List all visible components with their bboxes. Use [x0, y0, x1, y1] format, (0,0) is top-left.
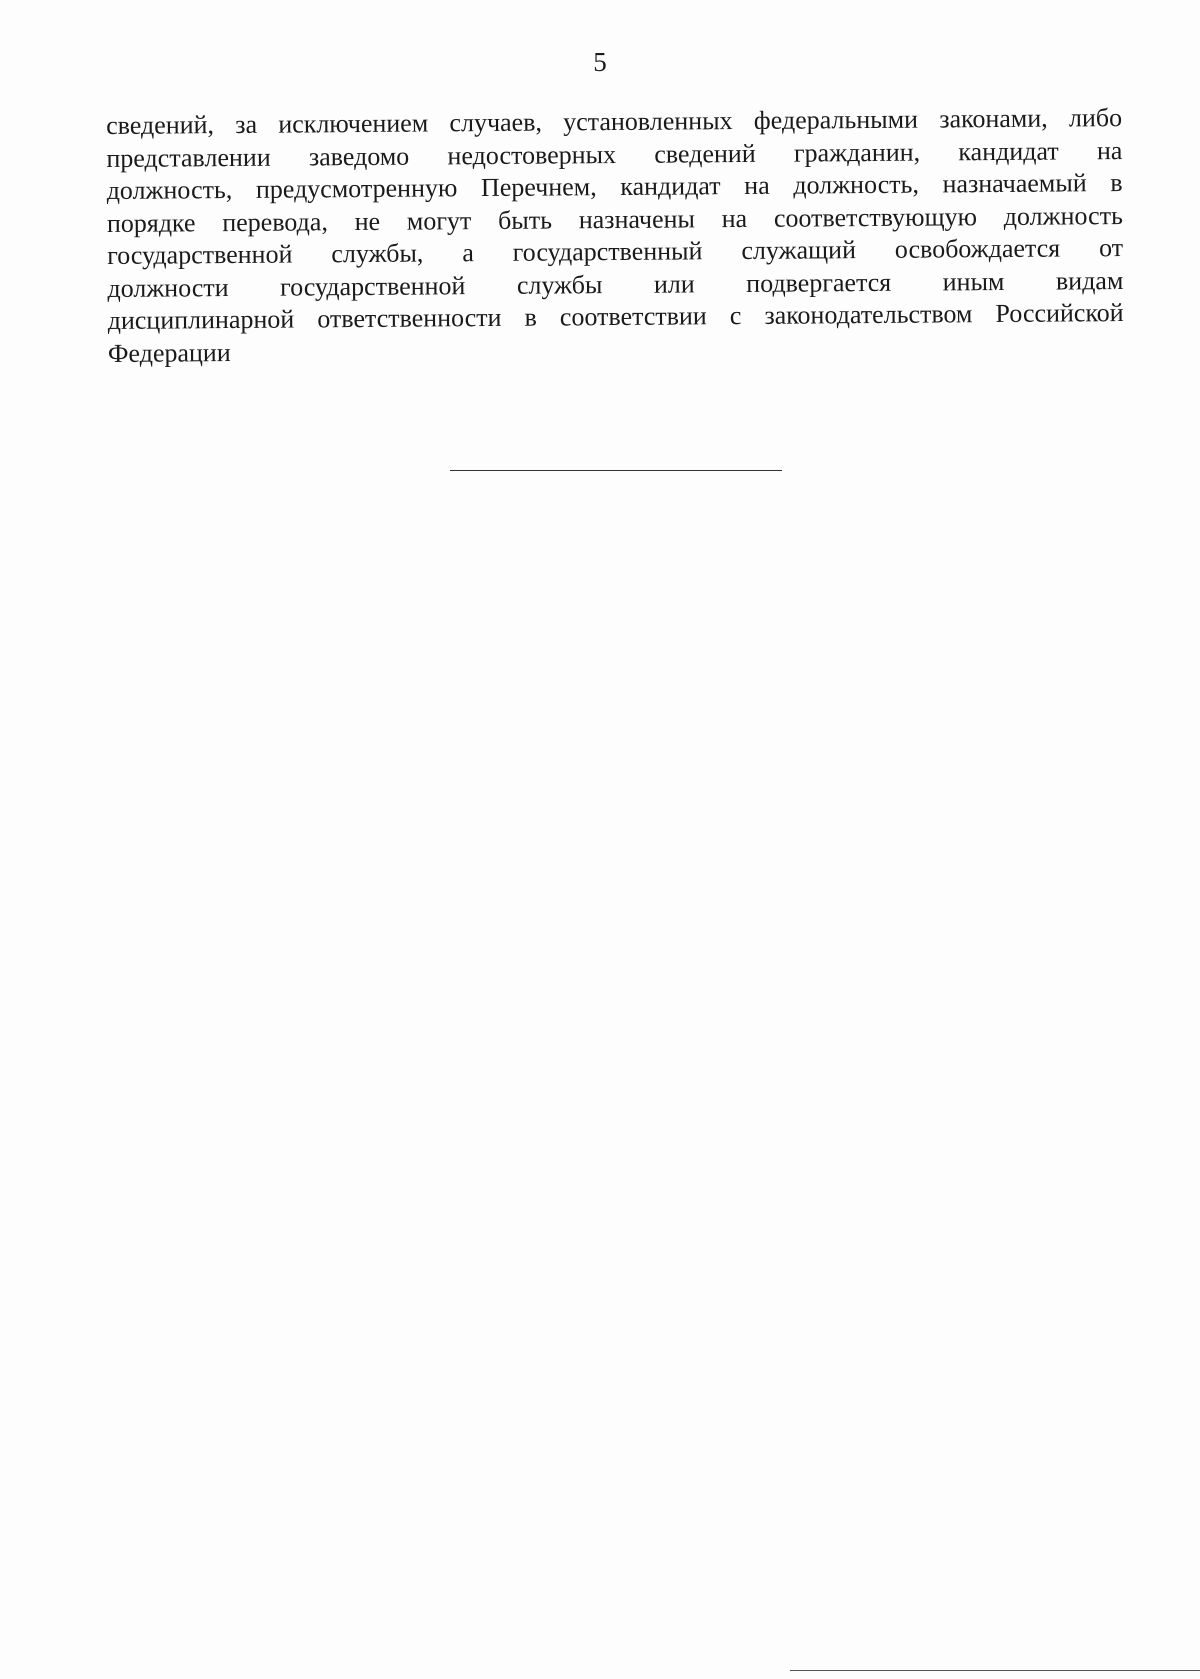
paragraph-line: сведений, за исключением случаев, установленных федеральными законами, либо: [106, 103, 1123, 140]
page-number: 5: [593, 47, 607, 77]
separator-line: [450, 470, 782, 471]
scan-edge-line: [790, 1670, 1200, 1671]
paragraph-line: должности государственной службы или подвергается иным видам: [107, 265, 1124, 303]
paragraph-line: представлении заведомо недостоверных сведений гражданин, кандидат на: [106, 135, 1123, 173]
paragraph-line: Федерации: [107, 337, 231, 368]
paragraph-line: дисциплинарной ответственности в соответствии с законодательством Российской: [107, 298, 1124, 335]
paragraph-line: порядке перевода, не могут быть назначены на соответствующую должность: [106, 200, 1123, 238]
paragraph-line: должность, предусмотренную Перечнем, кандидат на должность, назначаемый в: [106, 168, 1123, 205]
paragraph-line: государственной службы, а государственный служащий освобождается от: [107, 233, 1124, 270]
body-paragraph: [106, 102, 1124, 370]
